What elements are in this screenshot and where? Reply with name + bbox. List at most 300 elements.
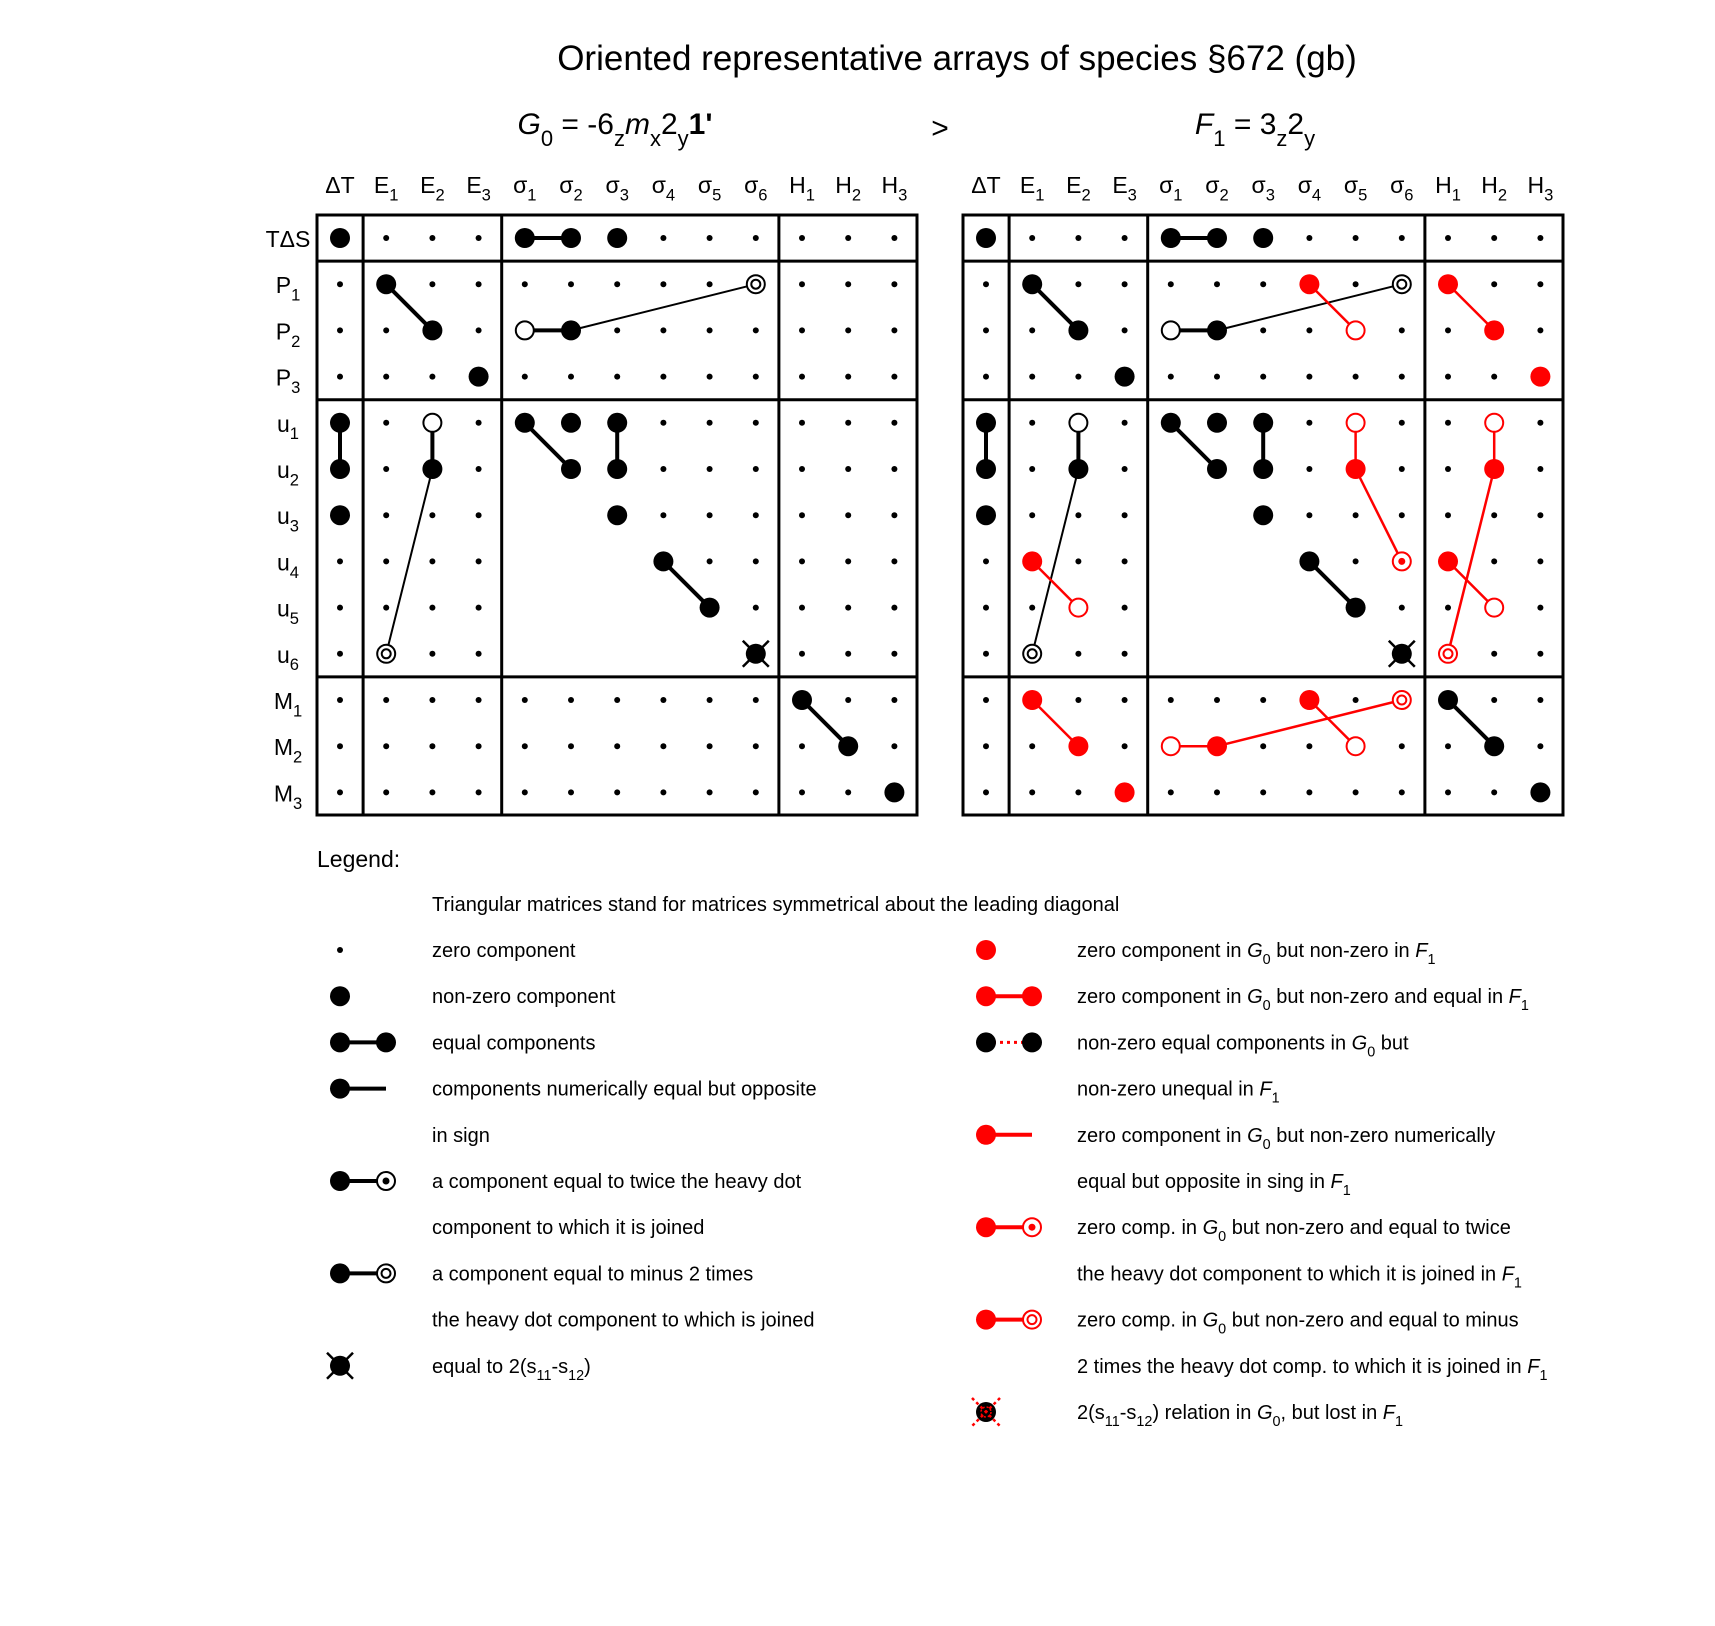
mark-dot: [1537, 651, 1543, 657]
column-header-2: $E_2$: [420, 172, 445, 205]
zero-dot: [753, 235, 759, 241]
mark-filled: [422, 459, 442, 479]
zero-dot: [660, 697, 666, 703]
zero-dot: [614, 374, 620, 380]
zero-dot: [707, 512, 713, 518]
mark-dot: [1306, 743, 1312, 749]
zero-dot: [1399, 789, 1405, 795]
mark-dot: [983, 651, 989, 657]
column-header-9: $\sigma_6$: [744, 172, 768, 205]
mark-filled: [330, 459, 350, 479]
open-circle: [1162, 737, 1180, 755]
filled-dot: [422, 320, 442, 340]
mark-filled: [376, 1032, 396, 1052]
zero-dot: [383, 697, 389, 703]
mark-dot: [1399, 743, 1405, 749]
open-circle: [1069, 599, 1087, 617]
mark-dot: [1399, 789, 1405, 795]
zero-dot: [1122, 466, 1128, 472]
zero-dot: [1445, 235, 1451, 241]
mark-dot: [707, 743, 713, 749]
mark-dot: [660, 374, 666, 380]
zero-dot: [707, 420, 713, 426]
zero-dot: [1445, 512, 1451, 518]
filled-dot: [330, 459, 350, 479]
mark-open: [1162, 321, 1180, 339]
zero-dot: [1491, 281, 1497, 287]
mark-dot: [1399, 235, 1405, 241]
zero-dot: [1122, 605, 1128, 611]
mark-dot: [1537, 281, 1543, 287]
zero-dot: [1445, 466, 1451, 472]
filled-dot: [1253, 228, 1273, 248]
mark-dot: [1122, 743, 1128, 749]
mark-dot: [1491, 651, 1497, 657]
mark-filled: [700, 598, 720, 618]
column-header-6: $\sigma_3$: [1251, 172, 1275, 205]
mark-dot: [891, 281, 897, 287]
mark-dot: [983, 789, 989, 795]
mark-filled: [330, 1171, 350, 1191]
mark-dot: [660, 743, 666, 749]
mark-open: [1347, 414, 1365, 432]
legend-right-text-3-0: zero component in $G_0$ but non-zero numerically: [1077, 1124, 1496, 1153]
mark-dot: [383, 374, 389, 380]
zero-dot: [1075, 374, 1081, 380]
zero-dot: [891, 512, 897, 518]
column-header-6: $\sigma_3$: [605, 172, 629, 205]
zero-dot: [660, 420, 666, 426]
column-header-12: $H_3$: [1527, 172, 1554, 205]
mark-dot: [891, 466, 897, 472]
mark-filled: [1115, 782, 1135, 802]
zero-dot: [383, 743, 389, 749]
mark-filled: [561, 228, 581, 248]
zero-dot: [1399, 743, 1405, 749]
mark-dot: [1353, 512, 1359, 518]
zero-dot: [753, 466, 759, 472]
zero-dot: [383, 605, 389, 611]
mark-filled: [1530, 782, 1550, 802]
mark-minus2: [1023, 1311, 1041, 1329]
filled-dot: [1068, 459, 1088, 479]
mark-dot: [753, 558, 759, 564]
row-label-0: TΔS: [265, 226, 311, 252]
mark-minus2: [1023, 645, 1041, 663]
zero-dot: [1214, 281, 1220, 287]
zero-dot: [337, 605, 343, 611]
mark-dot: [983, 697, 989, 703]
zero-dot: [1306, 743, 1312, 749]
zero-dot: [707, 466, 713, 472]
mark-dot: [1353, 789, 1359, 795]
filled-dot: [607, 228, 627, 248]
zero-dot: [1537, 605, 1543, 611]
zero-dot: [660, 466, 666, 472]
mark-filled: [607, 505, 627, 525]
mark-dot: [1491, 558, 1497, 564]
zero-dot: [429, 512, 435, 518]
zero-dot: [476, 466, 482, 472]
mark-dot: [707, 327, 713, 333]
mark-dot: [383, 420, 389, 426]
mark-dot: [799, 743, 805, 749]
mark-filled: [1438, 274, 1458, 294]
zero-dot: [799, 558, 805, 564]
mark-dot: [1491, 789, 1497, 795]
zero-dot: [568, 374, 574, 380]
mark-dot: [1399, 420, 1405, 426]
zero-dot: [476, 605, 482, 611]
zero-dot: [476, 235, 482, 241]
mark-filled: [976, 459, 996, 479]
mark-dot: [1491, 512, 1497, 518]
zero-dot: [383, 420, 389, 426]
mark-filled: [1161, 413, 1181, 433]
minus2-inner-ring: [382, 649, 391, 658]
mark-dot: [891, 327, 897, 333]
zero-dot: [1029, 235, 1035, 241]
legend-symbol-dot: [337, 947, 343, 953]
zero-dot: [429, 374, 435, 380]
mark-dot: [660, 466, 666, 472]
filled-dot: [884, 782, 904, 802]
zero-dot: [337, 558, 343, 564]
mark-filled: [330, 413, 350, 433]
mark-dot: [1399, 512, 1405, 518]
mark-dot: [337, 651, 343, 657]
column-header-0: ΔT: [325, 172, 355, 198]
zero-dot: [845, 605, 851, 611]
open-circle: [1069, 414, 1087, 432]
mark-filled: [1484, 736, 1504, 756]
zero-dot: [1537, 327, 1543, 333]
minus2-inner-ring: [1028, 649, 1037, 658]
mark-dot: [799, 235, 805, 241]
filled-dot: [976, 1310, 996, 1330]
mark-filled: [330, 986, 350, 1006]
zero-dot: [1306, 327, 1312, 333]
legend-left-text-5-0: a component equal to minus 2 times: [432, 1263, 754, 1286]
mark-dot: [660, 327, 666, 333]
mark-open: [1069, 414, 1087, 432]
mark-dot: [568, 697, 574, 703]
mark-open: [423, 414, 441, 432]
mark-dot: [383, 512, 389, 518]
zero-dot: [383, 558, 389, 564]
mark-dot: [1122, 558, 1128, 564]
zero-dot: [799, 327, 805, 333]
mark-dot: [1260, 697, 1266, 703]
zero-dot: [337, 697, 343, 703]
zero-dot: [891, 466, 897, 472]
zero-dot: [753, 327, 759, 333]
filled-dot: [1299, 274, 1319, 294]
mark-filled: [607, 228, 627, 248]
zero-dot: [476, 743, 482, 749]
filled-dot: [1161, 228, 1181, 248]
zero-dot: [983, 605, 989, 611]
zero-dot: [1399, 235, 1405, 241]
zero-dot: [845, 789, 851, 795]
zero-dot: [1260, 743, 1266, 749]
mark-dot: [845, 235, 851, 241]
mark-dot: [1029, 327, 1035, 333]
zero-dot: [660, 743, 666, 749]
zero-dot: [337, 374, 343, 380]
zero-dot: [983, 743, 989, 749]
mark-dot: [1029, 512, 1035, 518]
mark-dot: [753, 466, 759, 472]
zero-dot: [614, 281, 620, 287]
mark-dot: [614, 374, 620, 380]
filled-dot: [1253, 413, 1273, 433]
zero-dot: [1353, 512, 1359, 518]
filled-dot: [1161, 413, 1181, 433]
zero-dot: [476, 651, 482, 657]
zero-dot: [1491, 789, 1497, 795]
zero-dot: [1353, 697, 1359, 703]
filled-dot: [1115, 782, 1135, 802]
zero-dot: [1399, 327, 1405, 333]
mark-dot: [522, 789, 528, 795]
mark-dot: [1445, 466, 1451, 472]
mark-dot: [476, 558, 482, 564]
mark-dot: [1537, 743, 1543, 749]
zero-dot: [799, 281, 805, 287]
filled-dot: [422, 459, 442, 479]
mark-dot: [429, 512, 435, 518]
mark-filled: [838, 736, 858, 756]
mark-dot: [983, 327, 989, 333]
legend-left-text-3-0: components numerically equal but opposite: [432, 1078, 817, 1101]
filled-dot: [1115, 367, 1135, 387]
zero-dot: [1075, 235, 1081, 241]
mark-dot: [1075, 281, 1081, 287]
zero-dot: [476, 281, 482, 287]
mark-dot: [1122, 605, 1128, 611]
filled-dot: [976, 505, 996, 525]
filled-dot: [330, 1263, 350, 1283]
zero-dot: [983, 281, 989, 287]
filled-dot: [1253, 505, 1273, 525]
row-label-2: $P_2$: [275, 318, 301, 351]
mark-filled: [1022, 986, 1042, 1006]
mark-dot: [1168, 697, 1174, 703]
mark-dot: [660, 789, 666, 795]
row-label-5: $u_2$: [277, 457, 299, 490]
mark-dot: [1075, 235, 1081, 241]
zero-dot: [429, 281, 435, 287]
zero-dot: [1122, 743, 1128, 749]
zero-dot: [845, 558, 851, 564]
zero-dot: [476, 512, 482, 518]
mark-dot: [799, 281, 805, 287]
mark-filled: [1068, 736, 1088, 756]
column-header-0: ΔT: [971, 172, 1001, 198]
zero-dot: [383, 789, 389, 795]
filled-dot: [469, 367, 489, 387]
zero-dot: [660, 789, 666, 795]
filled-dot: [792, 690, 812, 710]
mark-filled: [376, 274, 396, 294]
mark-filled: [1299, 274, 1319, 294]
zero-dot: [983, 697, 989, 703]
zero-dot: [1537, 235, 1543, 241]
zero-dot: [1122, 281, 1128, 287]
row-label-1: $P_1$: [275, 272, 301, 305]
filled-dot: [1207, 228, 1227, 248]
zero-dot: [614, 743, 620, 749]
zero-dot: [429, 605, 435, 611]
mark-filled: [1207, 228, 1227, 248]
mark-open: [1485, 414, 1503, 432]
mark-filled: [1346, 459, 1366, 479]
zero-dot: [753, 420, 759, 426]
zero-dot: [1537, 420, 1543, 426]
mark-dot: [429, 374, 435, 380]
legend-note: Triangular matrices stand for matrices symmetrical about the leading diagonal: [432, 894, 1120, 916]
zero-dot: [1122, 512, 1128, 518]
filled-dot: [838, 736, 858, 756]
zero-dot: [1445, 743, 1451, 749]
zero-dot: [1399, 512, 1405, 518]
mark-dot: [1029, 466, 1035, 472]
mark-dot: [1353, 374, 1359, 380]
mark-dot: [753, 420, 759, 426]
mark-dot: [383, 697, 389, 703]
zero-dot: [1306, 235, 1312, 241]
mark-dot: [1306, 512, 1312, 518]
zero-dot: [476, 327, 482, 333]
zero-dot: [337, 281, 343, 287]
mark-dot: [614, 281, 620, 287]
zero-dot: [568, 697, 574, 703]
zero-dot: [1537, 697, 1543, 703]
mark-cross: [1389, 641, 1415, 667]
zero-dot: [1122, 420, 1128, 426]
zero-dot: [660, 235, 666, 241]
zero-dot: [1537, 558, 1543, 564]
mark-dot: [891, 558, 897, 564]
column-header-9: $\sigma_6$: [1390, 172, 1414, 205]
mark-open: [1162, 737, 1180, 755]
mark-dot: [799, 558, 805, 564]
mark-dot: [522, 281, 528, 287]
mark-filled: [515, 228, 535, 248]
mark-dot: [1029, 743, 1035, 749]
mark-dot: [1168, 789, 1174, 795]
mark-filled: [1207, 459, 1227, 479]
mark-filled: [976, 413, 996, 433]
mark-dot: [753, 789, 759, 795]
legend-right-text-5-0: zero comp. in $G_0$ but non-zero and equal to minus: [1077, 1309, 1519, 1338]
zero-dot: [753, 697, 759, 703]
zero-dot: [476, 420, 482, 426]
zero-dot: [614, 789, 620, 795]
filled-dot: [1207, 459, 1227, 479]
zero-dot: [1260, 697, 1266, 703]
mark-dot: [1075, 697, 1081, 703]
mark-dot: [1491, 697, 1497, 703]
mark-dot: [1537, 235, 1543, 241]
column-header-12: $H_3$: [881, 172, 908, 205]
zero-dot: [799, 789, 805, 795]
mark-dot: [383, 235, 389, 241]
mark-dot: [891, 605, 897, 611]
mark-dot: [1445, 743, 1451, 749]
filled-dot: [515, 413, 535, 433]
mark-dot: [383, 466, 389, 472]
zero-dot: [1122, 651, 1128, 657]
mark-dot: [1399, 466, 1405, 472]
zero-dot: [707, 235, 713, 241]
mark-filled: [792, 690, 812, 710]
legend-right-text-6-0: $2(s_{11}-s_{12})$ relation in $G_0$, but lost in $F_1$: [1077, 1402, 1404, 1430]
mark-dot: [1399, 374, 1405, 380]
filled-dot: [1299, 690, 1319, 710]
column-header-1: $E_1$: [373, 172, 399, 205]
mark-minus2: [1393, 691, 1411, 709]
column-header-11: $H_2$: [835, 172, 862, 205]
mark-dot: [337, 605, 343, 611]
zero-dot: [753, 374, 759, 380]
twice-center: [1398, 558, 1405, 565]
zero-dot: [1260, 327, 1266, 333]
open-circle: [1347, 737, 1365, 755]
mark-dot: [1537, 558, 1543, 564]
zero-dot: [983, 651, 989, 657]
mark-filled: [976, 986, 996, 1006]
filled-dot: [1530, 367, 1550, 387]
mark-filled: [1207, 413, 1227, 433]
mark-dot: [429, 697, 435, 703]
mark-filled: [1022, 1032, 1042, 1052]
zero-dot: [1075, 512, 1081, 518]
minus2-inner-ring: [1397, 696, 1406, 705]
mark-dot: [1260, 743, 1266, 749]
zero-dot: [1353, 235, 1359, 241]
mark-dot: [799, 512, 805, 518]
filled-dot: [1438, 690, 1458, 710]
mark-dot: [845, 466, 851, 472]
filled-dot: [1484, 736, 1504, 756]
mark-filled: [1484, 320, 1504, 340]
mark-dot: [799, 651, 805, 657]
zero-dot: [429, 697, 435, 703]
mark-dot: [983, 281, 989, 287]
mark-filled: [561, 459, 581, 479]
legend-left-text-1-0: non-zero component: [432, 986, 616, 1009]
row-label-10: $M_1$: [273, 688, 303, 721]
filled-dot: [561, 228, 581, 248]
mark-dot: [476, 512, 482, 518]
zero-dot: [1122, 235, 1128, 241]
filled-dot: [330, 1032, 350, 1052]
zero-dot: [660, 512, 666, 518]
mark-filled: [976, 505, 996, 525]
open-circle: [1347, 414, 1365, 432]
filled-dot: [1022, 551, 1042, 571]
zero-dot: [522, 743, 528, 749]
mark-filled: [976, 1125, 996, 1145]
zero-dot: [891, 697, 897, 703]
zero-dot: [1353, 558, 1359, 564]
mark-dot: [429, 281, 435, 287]
zero-dot: [337, 947, 343, 953]
mark-dot: [383, 789, 389, 795]
legend-left-text-2-0: equal components: [432, 1032, 596, 1055]
